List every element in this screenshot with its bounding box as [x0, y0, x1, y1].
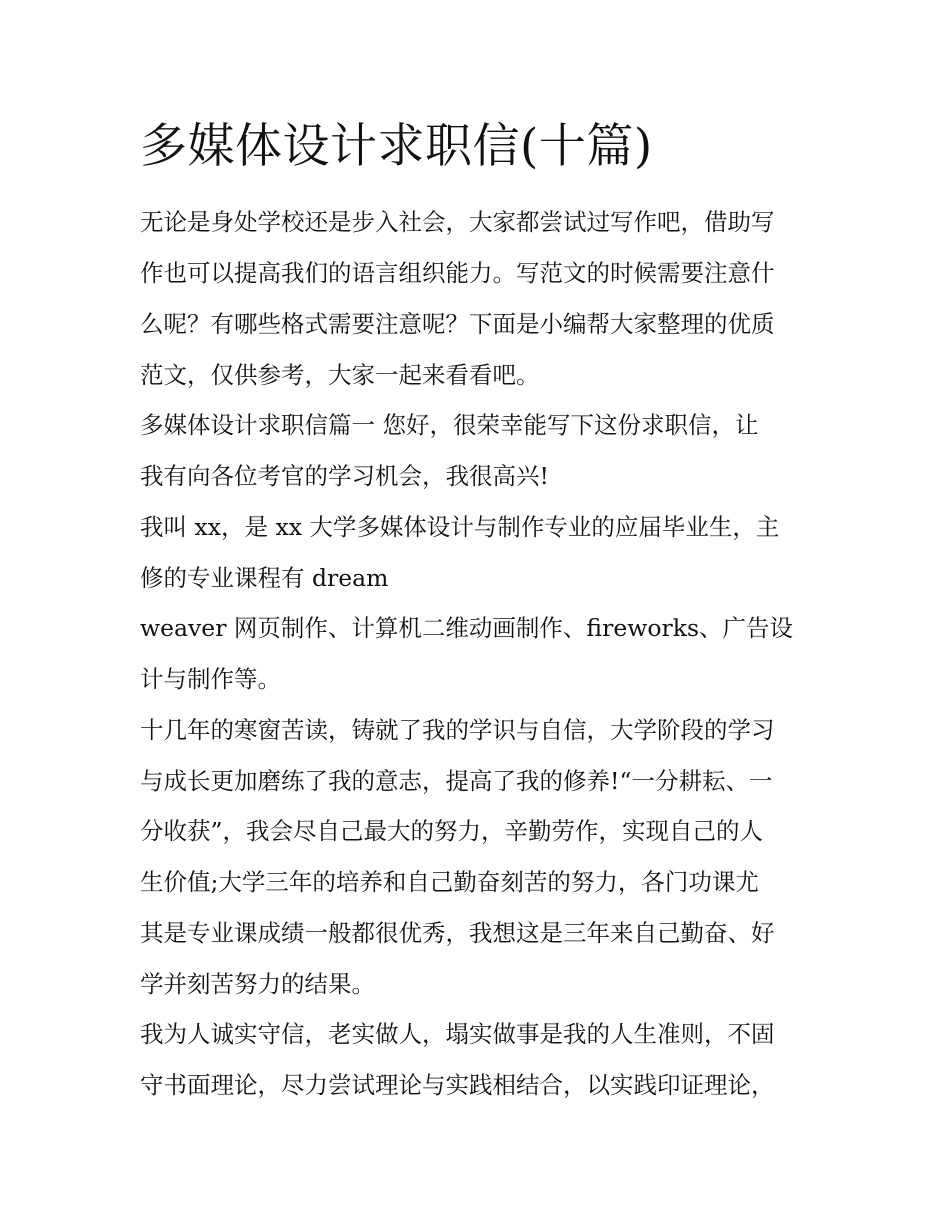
document-title: 多媒体设计求职信(十篇) [140, 119, 653, 174]
body-line: 范文，仅供参考，大家一起来看看吧。 [140, 361, 540, 389]
body-line: 修的专业课程有 dream [140, 564, 389, 592]
body-line: 作也可以提高我们的语言组织能力。写范文的时候需要注意什 [140, 259, 775, 287]
body-line: 无论是身处学校还是步入社会，大家都尝试过写作吧，借助写 [140, 208, 775, 236]
body-line: 十几年的寒窗苦读，铸就了我的学识与自信，大学阶段的学习 [140, 716, 775, 744]
body-line: 与成长更加磨练了我的意志，提高了我的修养!“一分耕耘、一 [140, 767, 773, 795]
body-line: 学并刻苦努力的结果。 [140, 970, 375, 998]
body-line: weaver 网页制作、计算机二维动画制作、fireworks、广告设 [140, 614, 794, 642]
body-line: 生价值;大学三年的培养和自己勤奋刻苦的努力，各门功课尤 [140, 868, 759, 896]
body-line: 计与制作等。 [140, 665, 281, 693]
body-line: 我为人诚实守信，老实做人，塌实做事是我的人生准则，不固 [140, 1020, 775, 1048]
body-line: 我叫 xx，是 xx 大学多媒体设计与制作专业的应届毕业生，主 [140, 513, 780, 541]
body-line: 分收获”，我会尽自己最大的努力，辛勤劳作，实现自己的人 [140, 817, 764, 845]
body-line: 其是专业课成绩一般都很优秀，我想这是三年来自己勤奋、好 [140, 919, 775, 947]
body-line: 守书面理论，尽力尝试理论与实践相结合，以实践印证理论， [140, 1071, 775, 1099]
body-line: 么呢？有哪些格式需要注意呢？下面是小编帮大家整理的优质 [140, 310, 775, 338]
body-line: 我有向各位考官的学习机会，我很高兴! [140, 462, 549, 490]
body-line: 多媒体设计求职信篇一 您好，很荣幸能写下这份求职信，让 [140, 411, 759, 439]
